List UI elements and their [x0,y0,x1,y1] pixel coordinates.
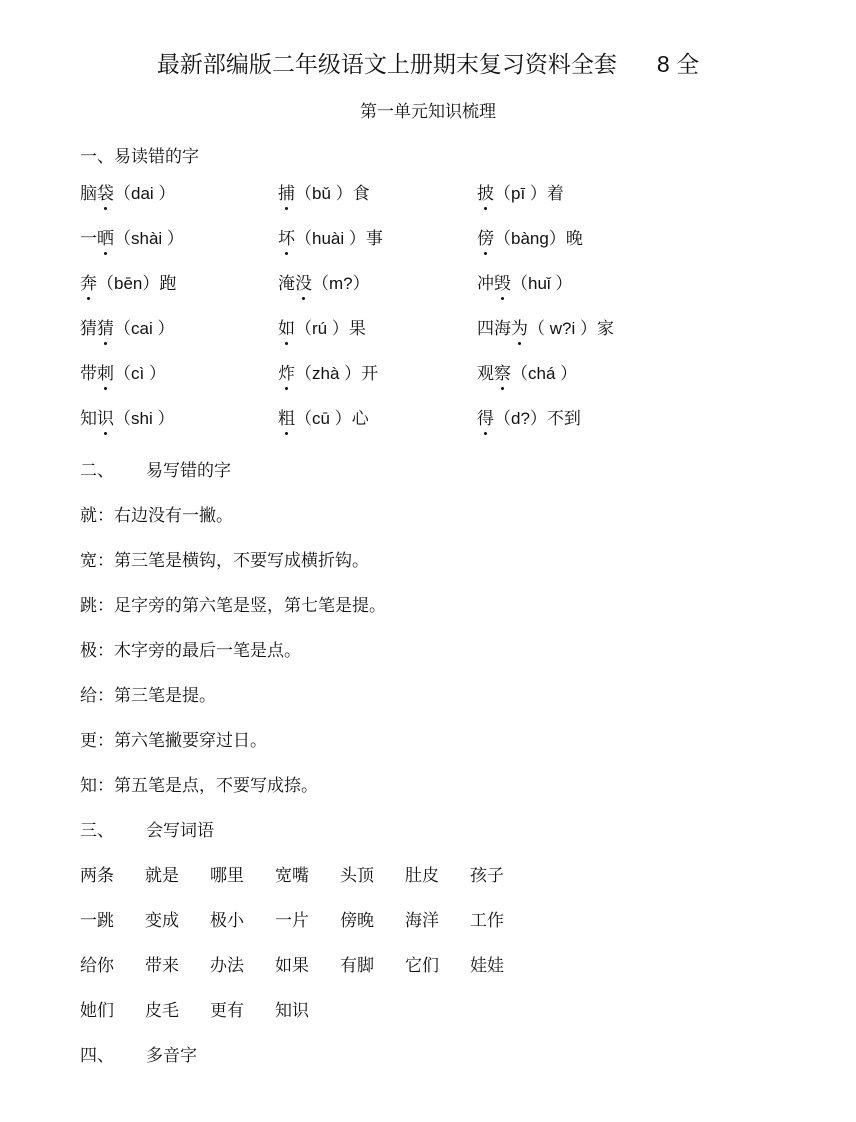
pinyin: （shi ） [114,409,175,428]
vocab-row [80,861,535,886]
dotted-char: 坏 [278,229,295,249]
word-prefix: 淹 [278,274,295,294]
vocab-word: 头顶 [340,866,374,886]
dotted-char: 袋 [97,184,114,204]
section-number: 三、 [80,821,114,841]
word-suffix: 心 [351,409,369,429]
vocab-word: 一跳 [80,911,114,931]
rule-line: 更：第六笔撇要穿过日。 [80,731,267,751]
pinyin-item [278,179,370,204]
pinyin-item [80,359,166,384]
vocab-word: 带来 [145,956,179,976]
rule-line: 宽：第三笔是横钩，不要写成横折钩。 [80,551,369,571]
dotted-char: 炸 [278,364,295,384]
pinyin-row [80,179,780,209]
dotted-char: 毁 [494,274,511,294]
vocab-word: 工作 [470,911,504,931]
pinyin-item [477,179,564,204]
pinyin: （bēn） [97,274,160,293]
vocab-word: 肚皮 [405,866,439,886]
vocab-word: 两条 [80,866,114,886]
word-prefix: 一 [80,229,97,249]
dotted-char: 识 [97,409,114,429]
word-suffix: 着 [546,184,564,204]
pinyin: （dai ） [114,184,176,203]
pinyin: （cai ） [114,319,175,338]
rule-line: 跳：足字旁的第六笔是竖，第七笔是提。 [80,596,386,616]
title-text: 最新部编版二年级语文上册期末复习资料全套 [156,52,617,78]
vocab-word: 孩子 [470,866,504,886]
dotted-char: 披 [477,184,494,204]
word-prefix: 知 [80,409,97,429]
section-title: 多音字 [146,1046,197,1066]
word-suffix: 跑 [159,274,177,294]
section-heading-1: 一、易读错的字 [80,147,199,167]
rule-line: 给：第三笔是提。 [80,686,216,706]
pinyin-item [80,224,184,249]
vocab-word: 娃娃 [470,956,504,976]
vocab-word: 皮毛 [145,1001,179,1021]
pinyin-row [80,359,780,389]
dotted-char: 得 [477,409,494,429]
vocab-word: 给你 [80,956,114,976]
pinyin-item [80,179,175,204]
word-suffix: 晚 [565,229,583,249]
vocab-word: 它们 [405,956,439,976]
vocab-word: 变成 [145,911,179,931]
pinyin-item [477,314,614,339]
section-heading-3 [80,816,214,841]
dotted-char: 傍 [477,229,494,249]
word-prefix: 脑 [80,184,97,204]
pinyin: （pī ） [494,184,547,203]
pinyin: （m?） [312,274,370,293]
pinyin-item [477,224,583,249]
word-suffix: 事 [365,229,383,249]
dotted-char: 捕 [278,184,295,204]
word-suffix: 开 [361,364,379,384]
pinyin-item [278,404,369,429]
pinyin-item [278,269,370,294]
pinyin-row [80,314,780,344]
dotted-char: 察 [494,364,511,384]
document-title [0,46,856,79]
rule-line: 知：第五笔是点，不要写成捺。 [80,776,318,796]
dotted-char: 为 [511,319,528,339]
rule-line: 极：木字旁的最后一笔是点。 [80,641,301,661]
pinyin-item [477,359,577,384]
section-title: 会写词语 [146,821,214,841]
pinyin-row [80,269,780,299]
pinyin-item [278,359,378,384]
rule-line: 就：右边没有一撇。 [80,506,233,526]
word-suffix: 果 [348,319,366,339]
section-title: 易写错的字 [146,461,231,481]
dotted-char: 刺 [97,364,114,384]
vocab-word: 知识 [275,1001,309,1021]
dotted-char: 晒 [97,229,114,249]
pinyin-item [477,404,581,429]
word-prefix: 观 [477,364,494,384]
vocab-row [80,906,535,931]
pinyin-item [80,269,176,294]
pinyin: （bǔ ） [295,184,353,203]
section-number: 二、 [80,461,114,481]
dotted-char: 如 [278,319,295,339]
dotted-char: 奔 [80,274,97,294]
section-heading-2 [80,456,231,481]
vocab-word: 哪里 [210,866,244,886]
pinyin: （zhà ） [295,364,362,383]
title-suffix: 8 全 [656,51,700,77]
word-prefix: 带 [80,364,97,384]
vocab-word: 她们 [80,1001,114,1021]
vocab-word: 宽嘴 [275,866,309,886]
dotted-char: 没 [295,274,312,294]
pinyin-item [477,269,572,294]
word-prefix: 四海 [477,319,511,339]
pinyin: （d?） [494,409,547,428]
pinyin: （rú ） [295,319,349,338]
pinyin: （cū ） [295,409,352,428]
vocab-word: 更有 [210,1001,244,1021]
pinyin: （huǐ ） [511,274,573,293]
vocab-row [80,996,340,1021]
pinyin-item [278,314,366,339]
word-prefix: 猜 [80,319,97,339]
pinyin-row [80,224,780,254]
section-number: 四、 [80,1046,114,1066]
pinyin: （bàng） [494,229,566,248]
word-suffix: 食 [352,184,370,204]
vocab-word: 就是 [145,866,179,886]
vocab-word: 极小 [210,911,244,931]
section-heading-4 [80,1041,197,1066]
pinyin: （shài ） [114,229,184,248]
vocab-word: 如果 [275,956,309,976]
vocab-word: 一片 [275,911,309,931]
vocab-word: 有脚 [340,956,374,976]
vocab-word: 傍晚 [340,911,374,931]
vocab-row [80,951,535,976]
word-suffix: 不到 [546,409,581,429]
vocab-word: 办法 [210,956,244,976]
pinyin-item [278,224,383,249]
pinyin-item [80,404,174,429]
pinyin: （huài ） [295,229,366,248]
pinyin: （cì ） [114,364,166,383]
word-suffix: 家 [596,319,614,339]
pinyin: （chá ） [511,364,578,383]
word-prefix: 冲 [477,274,494,294]
dotted-char: 猜 [97,319,114,339]
pinyin-row [80,404,780,434]
dotted-char: 粗 [278,409,295,429]
pinyin: （ w?i ） [528,319,597,338]
vocab-word: 海洋 [405,911,439,931]
pinyin-item [80,314,174,339]
unit-subtitle: 第一单元知识梳理 [360,102,496,122]
